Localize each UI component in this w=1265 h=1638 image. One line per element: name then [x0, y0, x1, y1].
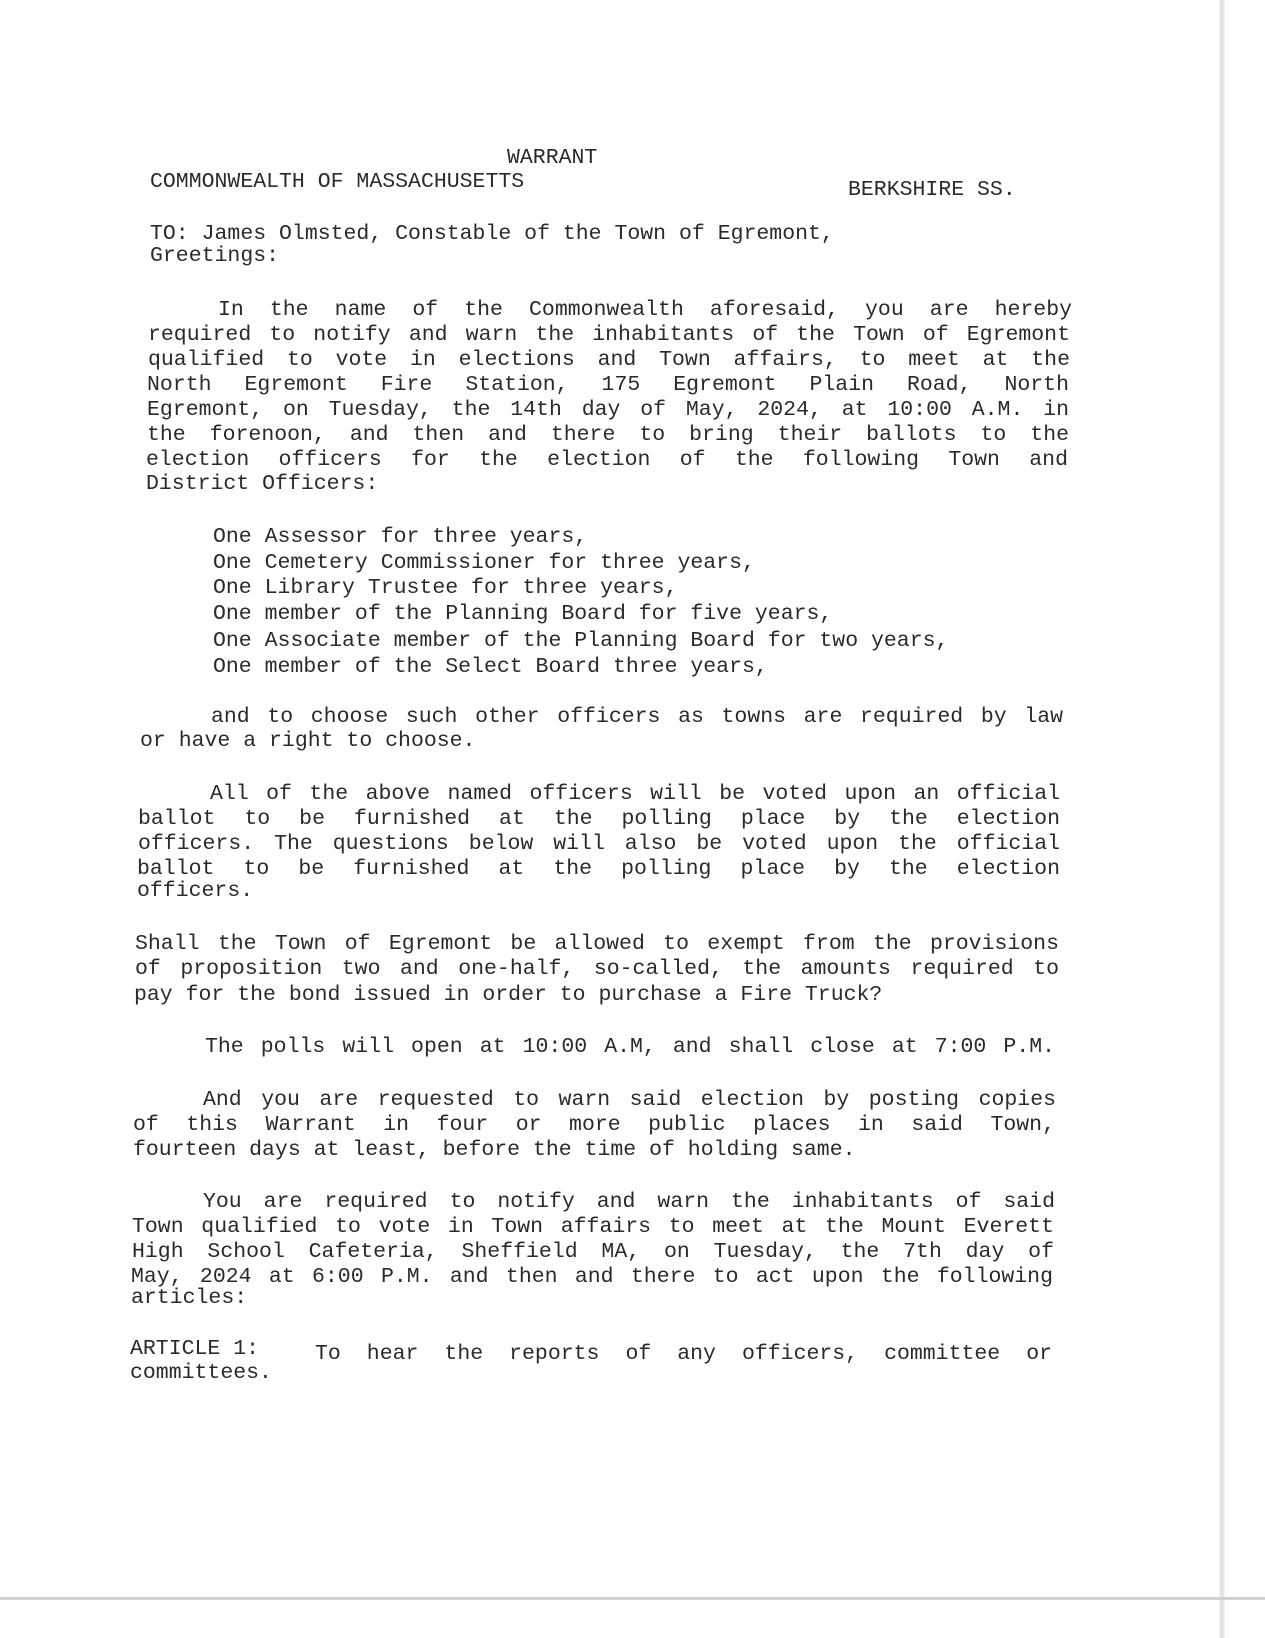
list-item: One member of the Planning Board for five years, [213, 602, 833, 626]
text-line: committees. [130, 1361, 272, 1385]
text-line: of this Warrant in four or more public places in said Town, [133, 1113, 1055, 1137]
text-line: articles: [131, 1286, 248, 1310]
text-line: You are required to notify and warn the inhabitants of said [203, 1190, 1055, 1214]
text-line: ballot to be furnished at the polling place by the election [137, 857, 1060, 881]
text-line: North Egremont Fire Station, 175 Egremont Plain Road, North [147, 373, 1069, 397]
text-line: To hear the reports of any officers, committee or [315, 1342, 1052, 1366]
text-line: of proposition two and one-half, so-called, the amounts required to [135, 957, 1059, 981]
text-line: qualified to vote in elections and Town affairs, to meet at the [148, 348, 1070, 372]
text-line: election officers for the election of the following Town and [146, 448, 1068, 472]
text-line: In the name of the Commonwealth aforesaid, you are hereby [218, 298, 1072, 322]
list-item: One Assessor for three years, [213, 525, 588, 549]
text-line: and to choose such other officers as towns are required by law [211, 705, 1063, 729]
greeting-line: Greetings: [150, 244, 280, 268]
text-line: And you are requested to warn said election by posting copies [203, 1088, 1056, 1112]
text-line: required to notify and warn the inhabitants of the Town of Egremont [148, 323, 1070, 347]
text-line: Egremont, on Tuesday, the 14th day of May, 2024, at 10:00 A.M. in [147, 398, 1069, 422]
text-line: All of the above named officers will be voted upon an official [210, 782, 1060, 806]
text-line: fourteen days at least, before the time of holding same. [133, 1138, 856, 1162]
text-line: May, 2024 at 6:00 P.M. and then and there to act upon the following [131, 1265, 1053, 1289]
text-line: District Officers: [146, 472, 379, 496]
header-commonwealth: COMMONWEALTH OF MASSACHUSETTS [150, 170, 525, 194]
list-item: One Cemetery Commissioner for three years, [213, 551, 755, 575]
list-item: One Library Trustee for three years, [213, 576, 678, 600]
text-line: officers. [137, 879, 254, 903]
text-line: High School Cafeteria, Sheffield MA, on Tuesday, the 7th day of [132, 1240, 1054, 1264]
article-label: ARTICLE 1: [130, 1337, 260, 1361]
scan-edge-shadow [1219, 0, 1225, 1638]
addressee-line: TO: James Olmsted, Constable of the Town of Egremont, [150, 222, 834, 246]
text-line: pay for the bond issued in order to purchase a Fire Truck? [134, 983, 883, 1007]
text-line: ballot to be furnished at the polling place by the election [138, 807, 1060, 831]
text-line: the forenoon, and then and there to bring their ballots to the [147, 423, 1069, 447]
text-line: officers. The questions below will also be voted upon the official [138, 832, 1060, 856]
polls-hours: The polls will open at 10:00 A.M, and shall close at 7:00 P.M. [205, 1035, 1055, 1059]
warrant-title: WARRANT [507, 146, 598, 170]
header-county: BERKSHIRE SS. [848, 178, 1016, 202]
list-item: One member of the Select Board three years, [213, 655, 768, 679]
list-item: One Associate member of the Planning Board for two years, [213, 629, 949, 653]
text-line: Shall the Town of Egremont be allowed to exempt from the provisions [135, 932, 1059, 956]
text-line: or have a right to choose. [140, 729, 476, 753]
scan-bottom-edge [0, 1597, 1265, 1600]
text-line: Town qualified to vote in Town affairs to meet at the Mount Everett [132, 1215, 1054, 1239]
